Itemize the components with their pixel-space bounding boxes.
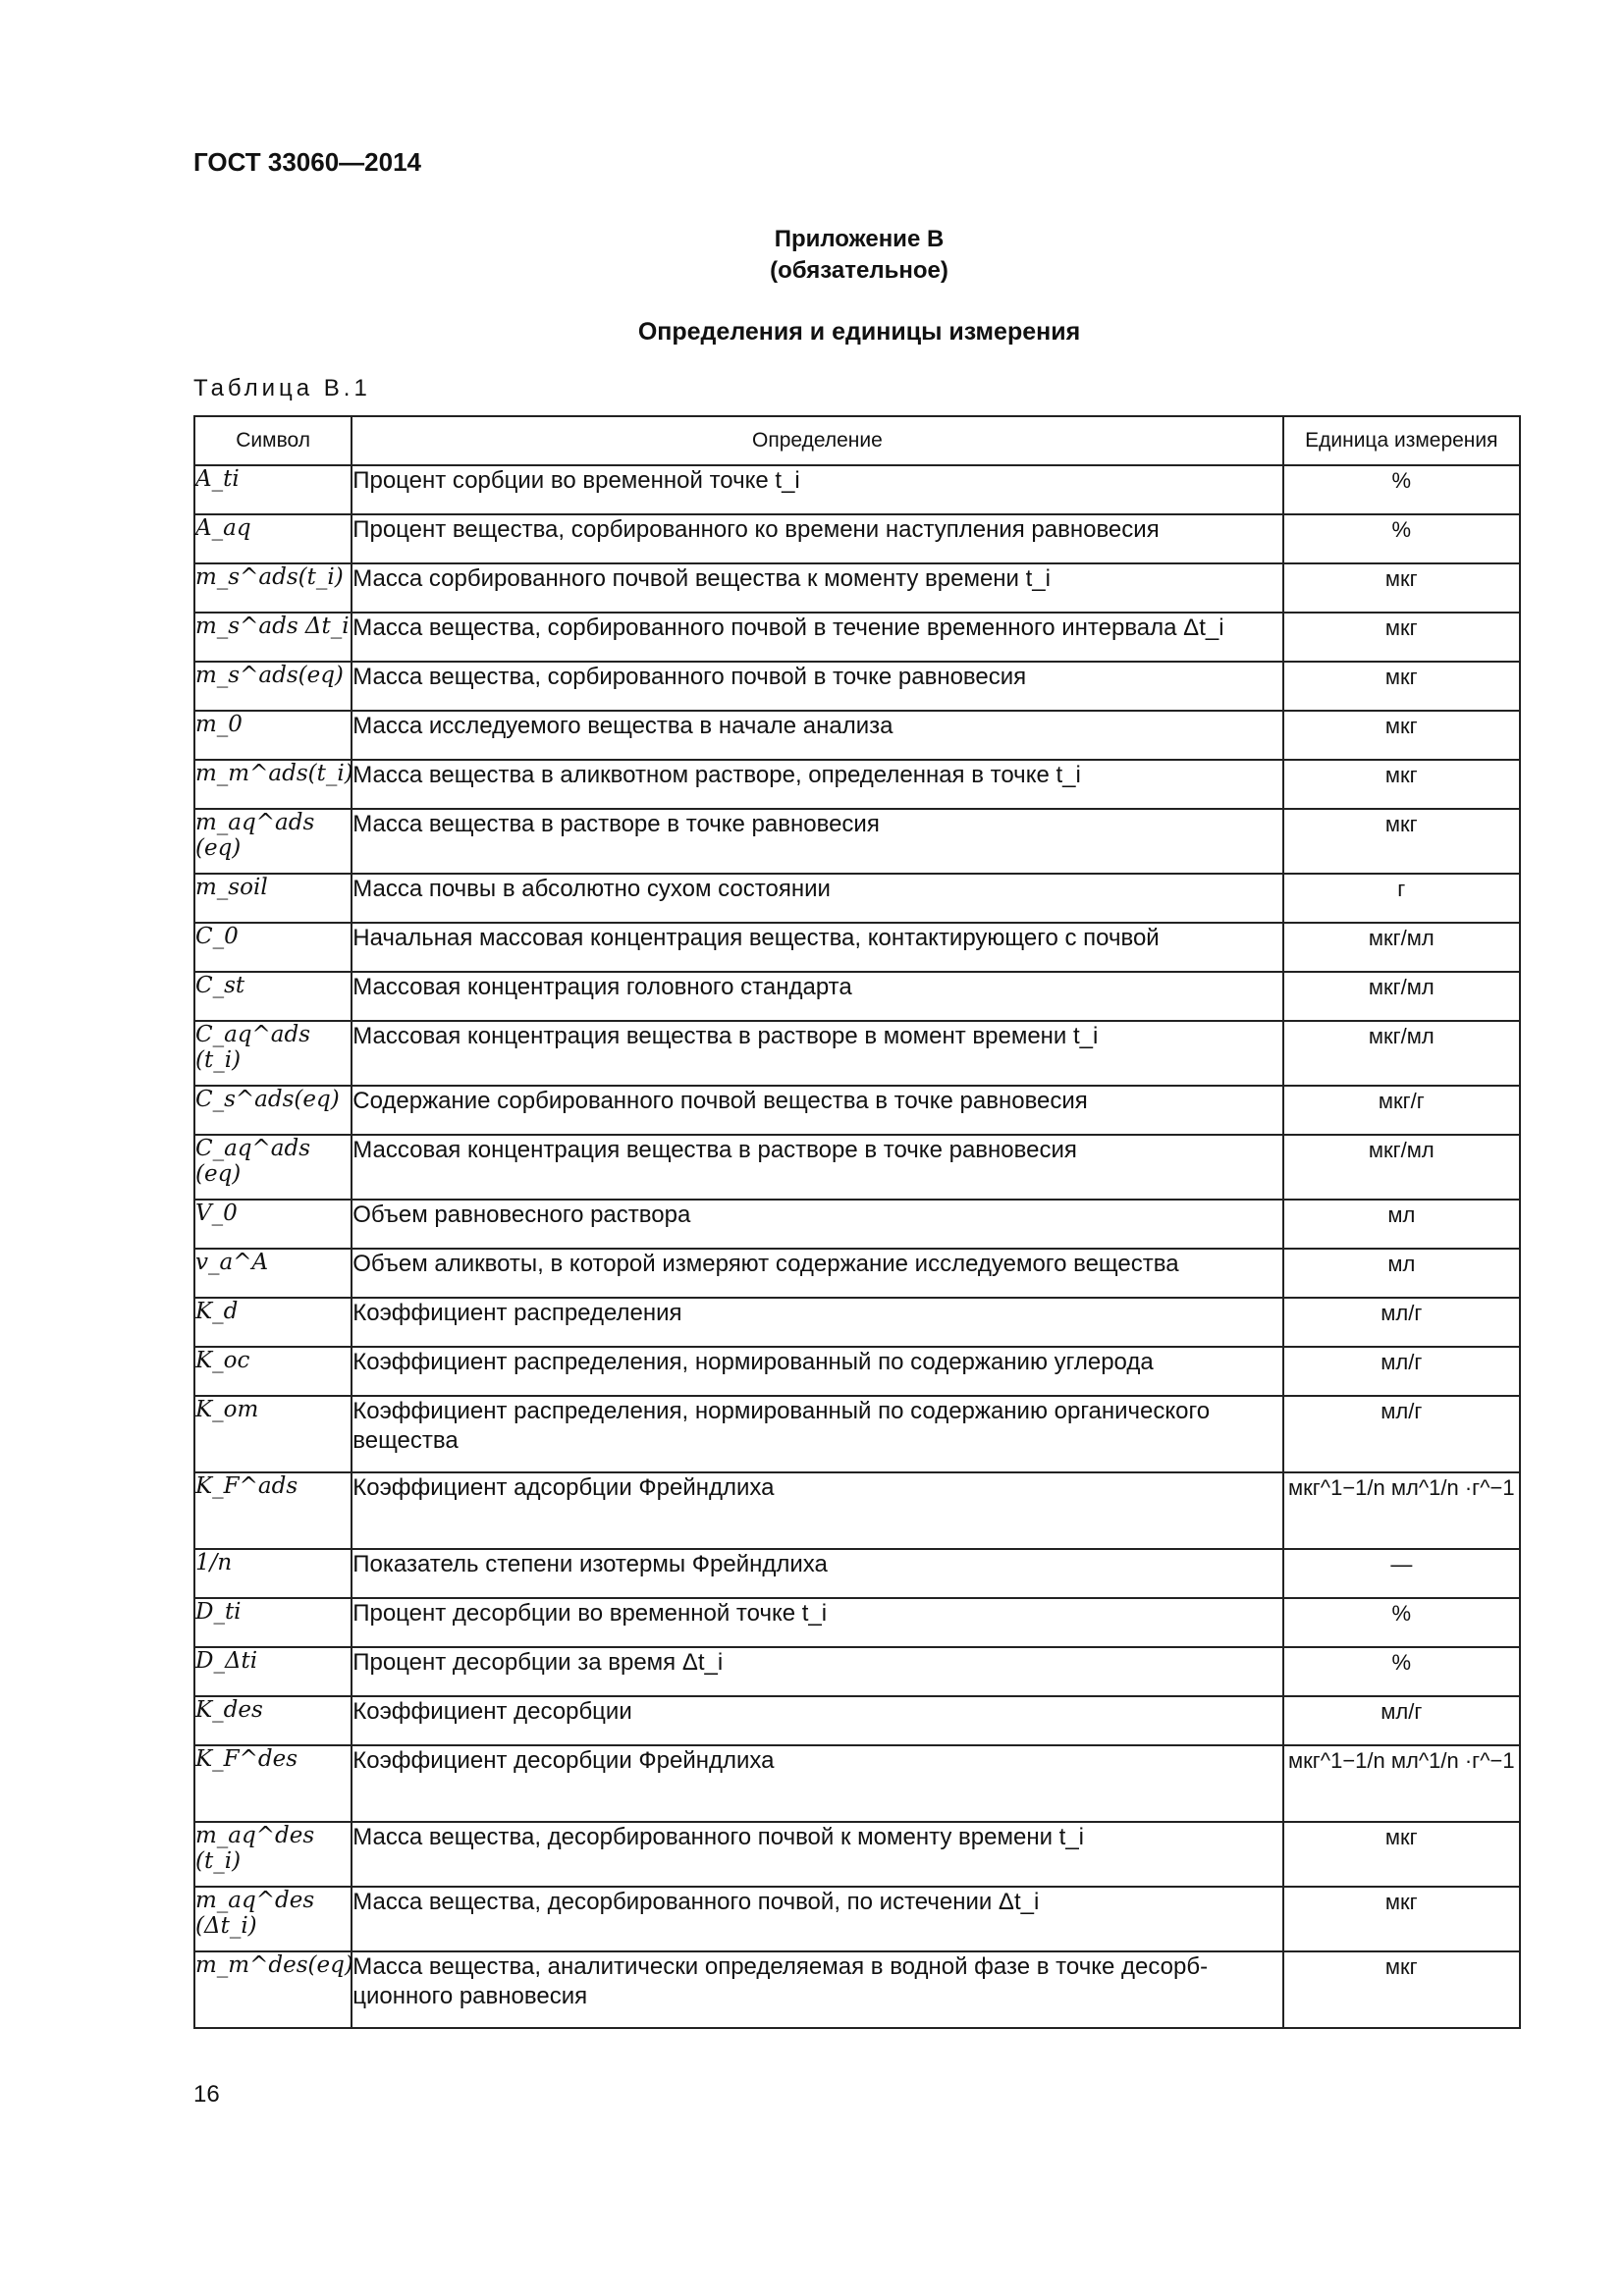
table-row	[194, 1135, 1520, 1200]
table-row	[194, 662, 1520, 711]
row-symbol: m_m^des(eq)	[194, 1951, 352, 2028]
row-unit: мл	[1283, 1249, 1520, 1298]
row-symbol: m_aq^des (t_i)	[194, 1822, 352, 1887]
section-title: Определения и единицы измерения	[637, 318, 1081, 346]
row-symbol: A_ti	[194, 465, 352, 514]
row-unit: %	[1283, 465, 1520, 514]
annex-heading	[0, 224, 1624, 287]
row-definition: Показатель степени изотермы Фрейндлиха	[352, 1549, 1282, 1598]
row-definition: Массовая концентрация головного стандарта	[352, 972, 1282, 1021]
table-row	[194, 1472, 1520, 1549]
row-symbol: K_oc	[194, 1347, 352, 1396]
row-definition: Масса вещества, сорбированного почвой в течение временного интервала Δt_i	[352, 613, 1282, 662]
table-caption: Таблица В.1	[193, 375, 371, 401]
table-row	[194, 1598, 1520, 1647]
row-symbol: K_des	[194, 1696, 352, 1745]
row-definition: Содержание сорбированного почвой вещества в точке равновесия	[352, 1086, 1282, 1135]
table-row	[194, 563, 1520, 613]
row-definition: Массовая концентрация вещества в растворе в момент времени t_i	[352, 1021, 1282, 1086]
row-symbol: v_a^A	[194, 1249, 352, 1298]
row-unit: %	[1283, 1647, 1520, 1696]
row-definition: Масса почвы в абсолютно сухом состоянии	[352, 874, 1282, 923]
table-row	[194, 1647, 1520, 1696]
table-row	[194, 923, 1520, 972]
row-symbol: K_F^ads	[194, 1472, 352, 1549]
row-definition: Коэффициент адсорбции Фрейндлиха	[352, 1472, 1282, 1549]
row-symbol: K_om	[194, 1396, 352, 1472]
row-unit: мл/г	[1283, 1298, 1520, 1347]
table-row	[194, 1249, 1520, 1298]
definitions-table	[193, 415, 1521, 2029]
annex-title: Приложение В	[774, 226, 945, 252]
row-symbol: m_soil	[194, 874, 352, 923]
row-unit: мкг	[1283, 711, 1520, 760]
row-definition: Процент вещества, сорбированного ко времени наступления равновесия	[352, 514, 1282, 563]
row-definition: Процент сорбции во временной точке t_i	[352, 465, 1282, 514]
row-unit: мкг	[1283, 662, 1520, 711]
row-symbol: C_s^ads(eq)	[194, 1086, 352, 1135]
table-row	[194, 1396, 1520, 1472]
row-definition: Массовая концентрация вещества в растворе в точке равновесия	[352, 1135, 1282, 1200]
row-unit: мл/г	[1283, 1347, 1520, 1396]
row-unit: мкг	[1283, 809, 1520, 874]
row-symbol: K_F^des	[194, 1745, 352, 1822]
table-row	[194, 1298, 1520, 1347]
table-row	[194, 1086, 1520, 1135]
row-unit: мкг/мл	[1283, 923, 1520, 972]
row-unit: %	[1283, 514, 1520, 563]
row-definition: Коэффициент распределения, нормированный по содержанию органического вещества	[352, 1396, 1282, 1472]
row-definition: Коэффициент распределения	[352, 1298, 1282, 1347]
header-definition: Определение	[352, 416, 1282, 465]
row-symbol: K_d	[194, 1298, 352, 1347]
row-symbol: C_aq^ads (t_i)	[194, 1021, 352, 1086]
row-symbol: m_0	[194, 711, 352, 760]
table-body	[194, 465, 1520, 2028]
row-symbol: 1/n	[194, 1549, 352, 1598]
row-symbol: D_ti	[194, 1598, 352, 1647]
row-symbol: m_aq^ads (eq)	[194, 809, 352, 874]
document-code: ГОСТ 33060—2014	[193, 147, 421, 177]
row-definition: Масса вещества в растворе в точке равновесия	[352, 809, 1282, 874]
row-definition: Масса вещества, десорбированного почвой к моменту времени t_i	[352, 1822, 1282, 1887]
row-symbol: C_st	[194, 972, 352, 1021]
table-row	[194, 1696, 1520, 1745]
table-row	[194, 1200, 1520, 1249]
row-symbol: A_aq	[194, 514, 352, 563]
row-definition: Объем равновесного раствора	[352, 1200, 1282, 1249]
table-row	[194, 1549, 1520, 1598]
row-definition: Объем аликвоты, в которой измеряют содержание исследуемого вещества	[352, 1249, 1282, 1298]
row-unit: —	[1283, 1549, 1520, 1598]
table-row	[194, 809, 1520, 874]
row-unit: мл	[1283, 1200, 1520, 1249]
table-row	[194, 1887, 1520, 1951]
table-row	[194, 514, 1520, 563]
row-unit: %	[1283, 1598, 1520, 1647]
row-symbol: C_0	[194, 923, 352, 972]
page-number: 16	[193, 2081, 220, 2108]
row-definition: Процент десорбции во временной точке t_i	[352, 1598, 1282, 1647]
row-unit: мкг/мл	[1283, 1021, 1520, 1086]
table-row	[194, 613, 1520, 662]
row-unit: мкг	[1283, 1951, 1520, 2028]
row-unit: мл/г	[1283, 1396, 1520, 1472]
table-row	[194, 1745, 1520, 1822]
row-unit: мкг/г	[1283, 1086, 1520, 1135]
row-unit: мкг/мл	[1283, 1135, 1520, 1200]
row-definition: Масса вещества, сорбированного почвой в точке равновесия	[352, 662, 1282, 711]
row-unit: мкг	[1283, 563, 1520, 613]
table-row	[194, 972, 1520, 1021]
row-symbol: m_s^ads(eq)	[194, 662, 352, 711]
row-definition: Масса вещества, аналитически определяемая в водной фазе в точке десорб-ционного равновесия	[352, 1951, 1282, 2028]
row-symbol: m_s^ads(t_i)	[194, 563, 352, 613]
table-row	[194, 1347, 1520, 1396]
header-unit: Единица измерения	[1283, 416, 1520, 465]
row-symbol: m_s^ads Δt_i	[194, 613, 352, 662]
row-definition: Масса вещества, десорбированного почвой, по истечении Δt_i	[352, 1887, 1282, 1951]
table-row	[194, 874, 1520, 923]
row-symbol: m_aq^des (Δt_i)	[194, 1887, 352, 1951]
row-symbol: m_m^ads(t_i)	[194, 760, 352, 809]
row-definition: Начальная массовая концентрация вещества, контактирующего с почвой	[352, 923, 1282, 972]
row-definition: Масса сорбированного почвой вещества к моменту времени t_i	[352, 563, 1282, 613]
row-symbol: D_Δti	[194, 1647, 352, 1696]
row-symbol: V_0	[194, 1200, 352, 1249]
row-unit: мкг^1−1/n мл^1/n ·г^−1	[1283, 1745, 1520, 1822]
row-definition: Коэффициент десорбции	[352, 1696, 1282, 1745]
row-symbol: C_aq^ads (eq)	[194, 1135, 352, 1200]
row-unit: г	[1283, 874, 1520, 923]
row-definition: Коэффициент десорбции Фрейндлиха	[352, 1745, 1282, 1822]
row-definition: Масса вещества в аликвотном растворе, определенная в точке t_i	[352, 760, 1282, 809]
table-row	[194, 1021, 1520, 1086]
row-definition: Коэффициент распределения, нормированный по содержанию углерода	[352, 1347, 1282, 1396]
row-unit: мл/г	[1283, 1696, 1520, 1745]
table-header-row	[194, 416, 1520, 465]
row-unit: мкг	[1283, 1887, 1520, 1951]
row-unit: мкг	[1283, 760, 1520, 809]
annex-status: (обязательное)	[770, 257, 948, 284]
row-definition: Масса исследуемого вещества в начале анализа	[352, 711, 1282, 760]
row-unit: мкг/мл	[1283, 972, 1520, 1021]
row-unit: мкг^1−1/n мл^1/n ·г^−1	[1283, 1472, 1520, 1549]
table-row	[194, 465, 1520, 514]
table-row	[194, 1822, 1520, 1887]
row-unit: мкг	[1283, 613, 1520, 662]
table-row	[194, 760, 1520, 809]
row-unit: мкг	[1283, 1822, 1520, 1887]
header-symbol: Символ	[194, 416, 352, 465]
table-row	[194, 711, 1520, 760]
table-row	[194, 1951, 1520, 2028]
row-definition: Процент десорбции за время Δt_i	[352, 1647, 1282, 1696]
